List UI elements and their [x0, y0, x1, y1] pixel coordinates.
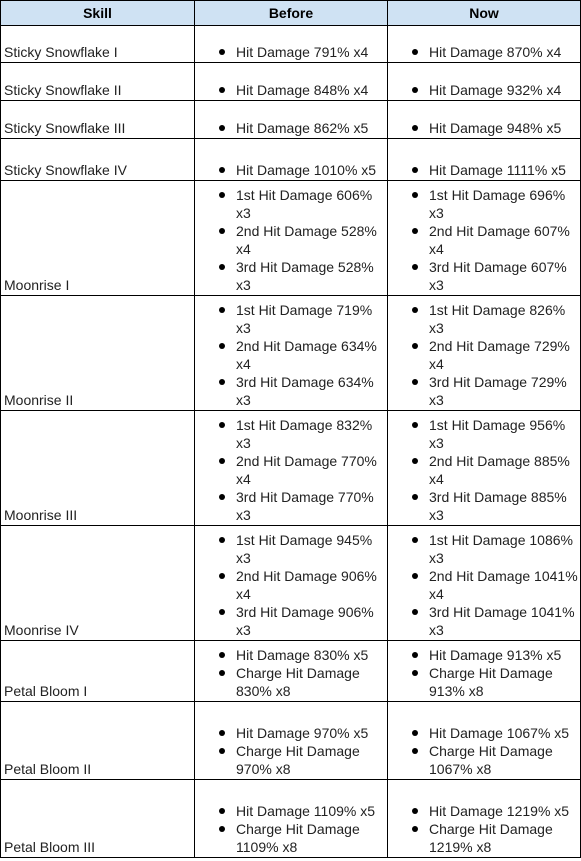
table-row: [1, 26, 581, 63]
list-item: 1st Hit Damage 696% x3: [429, 186, 578, 222]
list-item: Hit Damage 1109% x5: [236, 802, 385, 820]
skill-name-cell: Sticky Snowflake II: [1, 63, 195, 101]
table-row: [1, 296, 581, 411]
now-list: [391, 81, 578, 99]
list-item: Charge Hit Damage 830% x8: [236, 664, 385, 700]
list-item: 1st Hit Damage 719% x3: [236, 301, 385, 337]
before-cell: [195, 526, 388, 641]
now-cell: [388, 63, 581, 101]
now-list: [391, 646, 578, 700]
skill-name-cell: Petal Bloom II: [1, 702, 195, 780]
now-list: [391, 186, 578, 294]
before-cell: [195, 101, 388, 139]
list-item: 2nd Hit Damage 770% x4: [236, 452, 385, 488]
skill-name-cell: Sticky Snowflake I: [1, 26, 195, 63]
list-item: Hit Damage 970% x5: [236, 724, 385, 742]
list-item: 1st Hit Damage 832% x3: [236, 416, 385, 452]
now-list: [391, 416, 578, 524]
before-cell: [195, 26, 388, 63]
list-item: Charge Hit Damage 1109% x8: [236, 820, 385, 856]
skill-name-cell: Moonrise I: [1, 181, 195, 296]
now-cell: [388, 702, 581, 780]
before-list: [198, 646, 385, 700]
before-cell: [195, 139, 388, 181]
list-item: Hit Damage 913% x5: [429, 646, 578, 664]
skill-name-cell: Moonrise IV: [1, 526, 195, 641]
before-list: [198, 301, 385, 409]
before-list: [198, 724, 385, 778]
list-item: 1st Hit Damage 606% x3: [236, 186, 385, 222]
list-item: Hit Damage 848% x4: [236, 81, 385, 99]
list-item: 1st Hit Damage 1086% x3: [429, 531, 578, 567]
now-cell: [388, 526, 581, 641]
list-item: Hit Damage 791% x4: [236, 43, 385, 61]
list-item: 1st Hit Damage 956% x3: [429, 416, 578, 452]
list-item: Hit Damage 1111% x5: [429, 161, 578, 179]
list-item: 3rd Hit Damage 729% x3: [429, 373, 578, 409]
table-row: [1, 101, 581, 139]
list-item: 3rd Hit Damage 770% x3: [236, 488, 385, 524]
now-cell: [388, 139, 581, 181]
table-row: [1, 780, 581, 858]
before-cell: [195, 181, 388, 296]
list-item: Charge Hit Damage 1067% x8: [429, 742, 578, 778]
table-row: [1, 411, 581, 526]
header-before: Before: [195, 1, 388, 26]
list-item: 3rd Hit Damage 528% x3: [236, 258, 385, 294]
table-row: [1, 641, 581, 702]
list-item: 3rd Hit Damage 607% x3: [429, 258, 578, 294]
now-list: [391, 119, 578, 137]
skill-name-cell: Petal Bloom I: [1, 641, 195, 702]
list-item: Charge Hit Damage 970% x8: [236, 742, 385, 778]
header-skill: Skill: [1, 1, 195, 26]
skill-name-cell: Petal Bloom III: [1, 780, 195, 858]
before-list: [198, 81, 385, 99]
list-item: Hit Damage 1067% x5: [429, 724, 578, 742]
table-row: [1, 702, 581, 780]
list-item: Hit Damage 1219% x5: [429, 802, 578, 820]
list-item: 1st Hit Damage 945% x3: [236, 531, 385, 567]
skill-name-cell: Moonrise II: [1, 296, 195, 411]
header-now: Now: [388, 1, 581, 26]
now-list: [391, 161, 578, 179]
list-item: Hit Damage 862% x5: [236, 119, 385, 137]
now-list: [391, 531, 578, 639]
header-row: [1, 1, 581, 26]
skill-name-cell: Sticky Snowflake IV: [1, 139, 195, 181]
skill-name-cell: Sticky Snowflake III: [1, 101, 195, 139]
list-item: 2nd Hit Damage 885% x4: [429, 452, 578, 488]
now-cell: [388, 641, 581, 702]
list-item: 2nd Hit Damage 607% x4: [429, 222, 578, 258]
skill-name-cell: Moonrise III: [1, 411, 195, 526]
list-item: 2nd Hit Damage 528% x4: [236, 222, 385, 258]
before-list: [198, 531, 385, 639]
list-item: Charge Hit Damage 913% x8: [429, 664, 578, 700]
now-list: [391, 301, 578, 409]
now-cell: [388, 181, 581, 296]
before-cell: [195, 780, 388, 858]
list-item: Hit Damage 932% x4: [429, 81, 578, 99]
list-item: 2nd Hit Damage 729% x4: [429, 337, 578, 373]
list-item: Hit Damage 948% x5: [429, 119, 578, 137]
now-cell: [388, 296, 581, 411]
now-cell: [388, 411, 581, 526]
before-cell: [195, 63, 388, 101]
list-item: Hit Damage 870% x4: [429, 43, 578, 61]
table-row: [1, 139, 581, 181]
now-list: [391, 802, 578, 856]
before-list: [198, 161, 385, 179]
before-list: [198, 186, 385, 294]
list-item: 3rd Hit Damage 1041% x3: [429, 603, 578, 639]
list-item: 2nd Hit Damage 1041% x4: [429, 568, 578, 602]
list-item: 3rd Hit Damage 634% x3: [236, 373, 385, 409]
before-cell: [195, 296, 388, 411]
list-item: 1st Hit Damage 826% x3: [429, 301, 578, 337]
before-cell: [195, 411, 388, 526]
list-item: 2nd Hit Damage 634% x4: [236, 337, 385, 373]
before-cell: [195, 641, 388, 702]
now-list: [391, 724, 578, 778]
before-list: [198, 43, 385, 61]
list-item: 3rd Hit Damage 906% x3: [236, 603, 385, 639]
now-cell: [388, 780, 581, 858]
list-item: Hit Damage 830% x5: [236, 646, 385, 664]
table-row: [1, 526, 581, 641]
before-list: [198, 119, 385, 137]
table-row: [1, 181, 581, 296]
list-item: Hit Damage 1010% x5: [236, 161, 385, 179]
list-item: 2nd Hit Damage 906% x4: [236, 567, 385, 603]
list-item: Charge Hit Damage 1219% x8: [429, 820, 578, 856]
before-cell: [195, 702, 388, 780]
before-list: [198, 416, 385, 524]
before-list: [198, 802, 385, 856]
now-cell: [388, 26, 581, 63]
table-row: [1, 63, 581, 101]
now-list: [391, 43, 578, 61]
list-item: 3rd Hit Damage 885% x3: [429, 488, 578, 524]
now-cell: [388, 101, 581, 139]
